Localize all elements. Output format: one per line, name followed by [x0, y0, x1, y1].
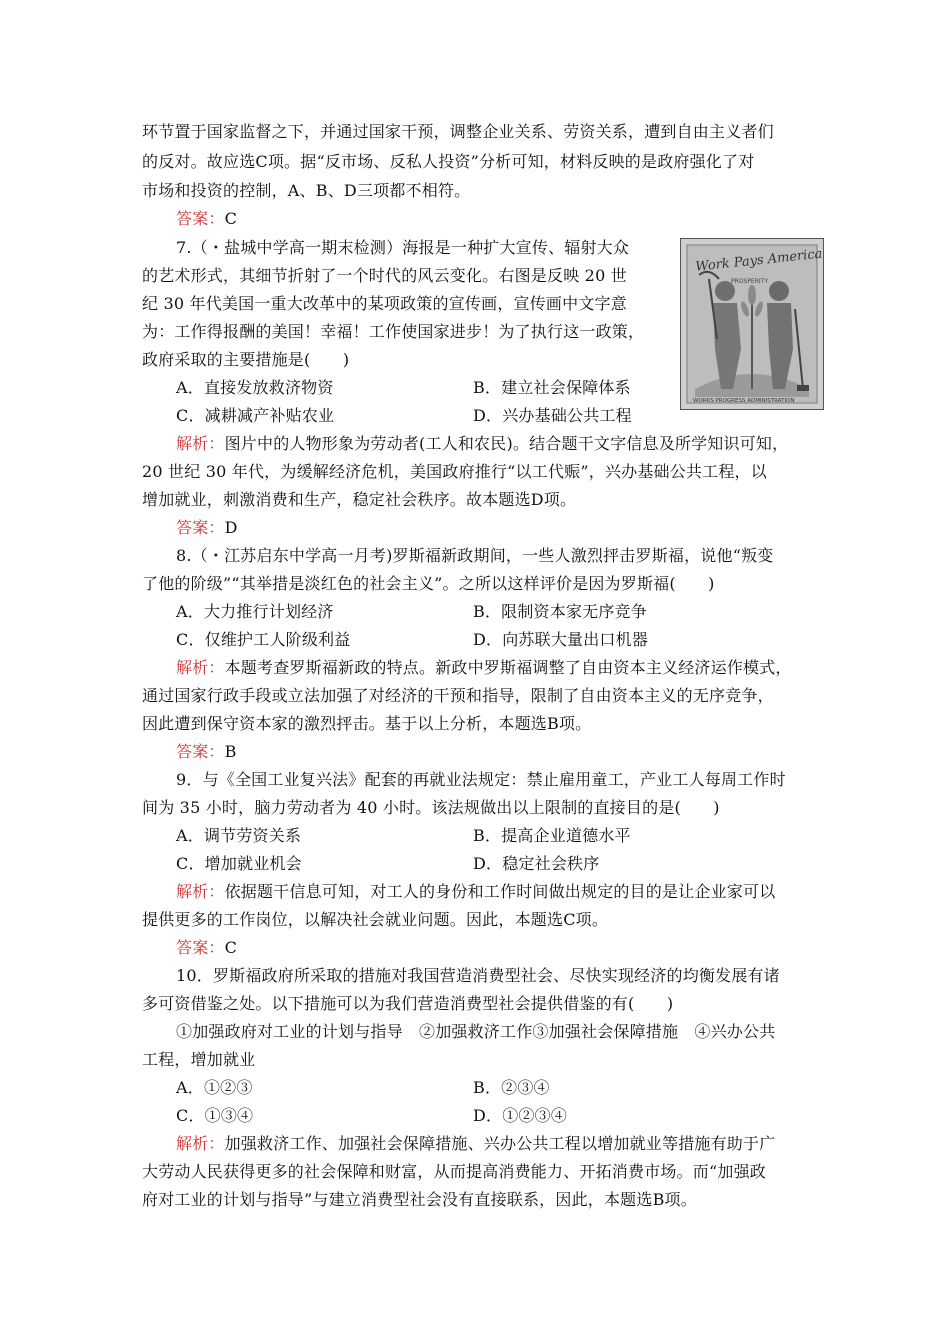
q7-stem-line-2: 的艺术形式，其细节折射了一个时代的风云变化。右图是反映 20 世 [142, 266, 627, 285]
analysis-text: 加强救济工作、加强社会保障措施、兴办公共工程以增加就业等措施有助于广 [224, 1134, 776, 1153]
q7-stem-line-3: 纪 30 年代美国一重大改革中的某项政策的宣传画，宣传画中文字意 [142, 294, 627, 313]
q8-analysis-line-3: 因此遭到保守资本家的激烈抨击。基于以上分析，本题选B项。 [142, 714, 592, 733]
q8-option-a: A．大力推行计划经济 [176, 602, 334, 621]
q7-answer [176, 516, 238, 540]
analysis-text: 本题考查罗斯福新政的特点。新政中罗斯福调整了自由资本主义经济运作模式， [224, 658, 792, 677]
q7-analysis-line-2: 20 世纪 30 年代，为缓解经济危机，美国政府推行“以工代赈”，兴办基础公共工程，以 [142, 462, 767, 481]
q10-option-a: A．①②③ [176, 1078, 253, 1097]
answer-value: C [224, 209, 238, 228]
answer-value: D [224, 518, 238, 537]
q10-option-c: C．①③④ [176, 1106, 254, 1125]
q7-stem-line-5: 政府采取的主要措施是( ) [142, 350, 350, 369]
intro-answer [176, 207, 237, 231]
poster-bottom-text: WORKS PROGRESS ADMINISTRATION [693, 398, 795, 404]
q10-stem-line-2: 多可资借鉴之处。以下措施可以为我们营造消费型社会提供借鉴的有( ) [142, 994, 674, 1013]
intro-line-2: 的反对。故应选C项。据“反市场、反私人投资”分析可知，材料反映的是政府强化了对 [142, 152, 755, 171]
q8-stem-line-1: 8.（・江苏启东中学高一月考)罗斯福新政期间，一些人激烈抨击罗斯福，说他“叛变 [176, 546, 774, 565]
analysis-label: 解析： [176, 434, 225, 453]
q10-option-d: D．①②③④ [473, 1106, 568, 1125]
q9-option-d: D．稳定社会秩序 [473, 854, 600, 873]
q7-option-c: C．减耕减产补贴农业 [176, 406, 335, 425]
q8-option-b: B．限制资本家无序竞争 [473, 602, 647, 621]
intro-line-3: 市场和投资的控制，A、B、D三项都不相符。 [142, 181, 471, 200]
analysis-text: 依据题干信息可知，对工人的身份和工作时间做出规定的目的是让企业家可以 [224, 882, 776, 901]
q8-answer [176, 740, 237, 764]
q9-option-b: B．提高企业道德水平 [473, 826, 631, 845]
analysis-label: 解析： [176, 882, 225, 901]
poster-illustration [681, 239, 823, 409]
q10-analysis-line-3: 府对工业的计划与指导”与建立消费型社会没有直接联系，因此，本题选B项。 [142, 1190, 697, 1209]
q9-option-a: A．调节劳资关系 [176, 826, 302, 845]
q9-answer [176, 936, 237, 960]
answer-label: 答案： [176, 742, 225, 761]
answer-label: 答案： [176, 209, 225, 228]
analysis-label: 解析： [176, 658, 225, 677]
q10-stem-line-4: 工程，增加就业 [142, 1050, 256, 1069]
q7-option-a: A．直接发放救济物资 [176, 378, 334, 397]
q8-option-c: C．仅维护工人阶级利益 [176, 630, 351, 649]
q7-stem-line-4: 为：工作得报酬的美国！幸福！工作使国家进步！为了执行这一政策， [142, 322, 645, 341]
analysis-label: 解析： [176, 1134, 225, 1153]
q8-option-d: D．向苏联大量出口机器 [473, 630, 649, 649]
answer-value: C [224, 938, 238, 957]
q10-analysis-line-2: 大劳动人民获得更多的社会保障和财富，从而提高消费能力、开拓消费市场。而“加强政 [142, 1162, 766, 1181]
q8-stem-line-2: 了他的阶级”“其举措是淡红色的社会主义”。之所以这样评价是因为罗斯福( ) [142, 574, 715, 593]
q9-stem-line-1: 9．与《全国工业复兴法》配套的再就业法规定：禁止雇用童工，产业工人每周工作时 [176, 770, 786, 789]
intro-line-1: 环节置于国家监督之下，并通过国家干预，调整企业关系、劳资关系，遭到自由主义者们 [142, 122, 774, 141]
q9-option-c: C．增加就业机会 [176, 854, 302, 873]
q7-analysis-line-3: 增加就业，刺激消费和生产，稳定社会秩序。故本题选D项。 [142, 490, 577, 509]
q8-analysis-line-2: 通过国家行政手段或立法加强了对经济的干预和指导，限制了自由资本主义的无序竞争， [142, 686, 774, 705]
q8-analysis-line-1 [176, 656, 792, 680]
answer-value: B [224, 742, 237, 761]
q10-stem-line-3: ①加强政府对工业的计划与指导 ②加强救济工作③加强社会保障措施 ④兴办公共 [176, 1022, 776, 1041]
q10-stem-line-1: 10．罗斯福政府所采取的措施对我国营造消费型社会、尽快实现经济的均衡发展有诸 [176, 966, 780, 985]
analysis-text: 图片中的人物形象为劳动者(工人和农民)。结合题干文字信息及所学知识可知， [224, 434, 789, 453]
answer-label: 答案： [176, 518, 225, 537]
q10-analysis-line-1 [176, 1132, 775, 1156]
q7-option-d: D．兴办基础公共工程 [473, 406, 632, 425]
q7-stem-line-1: 7.（・盐城中学高一期末检测）海报是一种扩大宣传、辐射大众 [176, 238, 630, 257]
propaganda-poster-image [680, 238, 824, 410]
q10-option-b: B．②③④ [473, 1078, 550, 1097]
q7-option-b: B．建立社会保障体系 [473, 378, 631, 397]
q9-analysis-line-2: 提供更多的工作岗位，以解决社会就业问题。因此，本题选C项。 [142, 910, 609, 929]
answer-label: 答案： [176, 938, 225, 957]
poster-top-text: Work Pays America ! [694, 245, 823, 275]
q9-analysis-line-1 [176, 880, 775, 904]
poster-middle-text: PROSPERITY [731, 278, 768, 285]
q9-stem-line-2: 间为 35 小时，脑力劳动者为 40 小时。该法规做出以上限制的直接目的是( ) [142, 798, 720, 817]
q7-analysis-line-1 [176, 432, 788, 456]
